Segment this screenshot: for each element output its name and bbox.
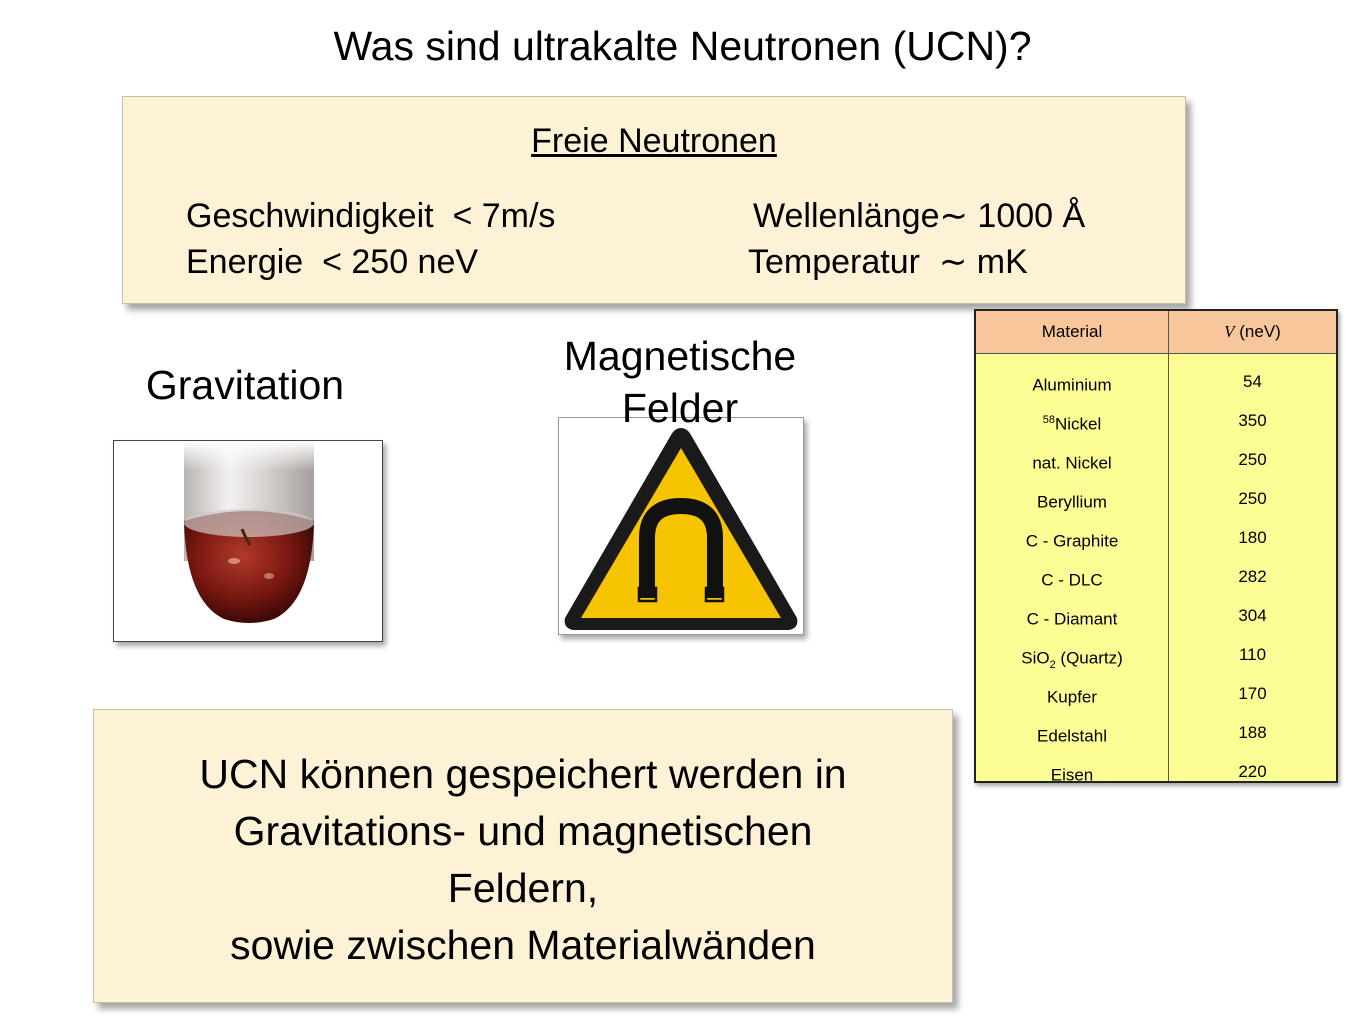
- potential-unit: (neV): [1234, 322, 1281, 341]
- table-row: [976, 557, 1336, 596]
- material-cell: [976, 752, 1168, 791]
- material-cell: [976, 557, 1168, 596]
- potential-value-cell: 350: [1238, 411, 1267, 430]
- table-row: [976, 752, 1336, 791]
- magnetic-heading-line2: Felder: [621, 385, 739, 431]
- material-name: C - Graphite: [1025, 531, 1119, 551]
- potential-value-cell: 304: [1238, 606, 1267, 625]
- speed-property: Geschwindigkeit < 7m/s: [186, 197, 556, 235]
- header-potential: [1169, 311, 1336, 353]
- potential-value-cell: 54: [1243, 372, 1262, 391]
- energy-property: Energie < 250 neV: [186, 243, 479, 281]
- material-cell: [976, 713, 1168, 752]
- material-suffix: (Quartz): [1055, 648, 1123, 668]
- material-name: Eisen: [1050, 765, 1094, 785]
- table-row: [976, 401, 1336, 440]
- material-cell: [976, 596, 1168, 635]
- properties-subtitle: Freie Neutronen: [531, 122, 777, 160]
- potential-value-cell: 180: [1238, 528, 1267, 547]
- falling-apple-image: [113, 440, 383, 642]
- material-superscript: 58: [1042, 414, 1055, 426]
- material-name: Edelstahl: [1037, 726, 1107, 746]
- fermi-potential-table: [974, 309, 1338, 783]
- summary-box: [93, 709, 953, 1003]
- material-name: C - Diamant: [1026, 609, 1118, 629]
- potential-symbol: V: [1224, 322, 1235, 341]
- potential-value-cell: 170: [1238, 684, 1267, 703]
- apple-icon: [114, 441, 382, 641]
- material-name: Beryllium: [1037, 492, 1107, 512]
- neutron-properties-box: [122, 96, 1186, 304]
- potential-value-cell: 110: [1238, 645, 1267, 664]
- material-cell: [976, 518, 1168, 557]
- summary-line3: Feldern,: [447, 865, 599, 911]
- summary-line4: sowie zwischen Materialwänden: [230, 922, 816, 968]
- magnetic-heading-line1: Magnetische: [563, 333, 797, 379]
- material-cell: [976, 362, 1168, 401]
- material-cell: [976, 440, 1168, 479]
- material-subscript: 2: [1049, 659, 1056, 672]
- table-row: [976, 596, 1336, 635]
- material-cell: [976, 674, 1168, 713]
- table-row: [976, 479, 1336, 518]
- table-row: [976, 440, 1336, 479]
- table-row: [976, 713, 1336, 752]
- table-row: [976, 635, 1336, 674]
- potential-value-cell: 220: [1238, 762, 1267, 781]
- material-cell: [976, 401, 1168, 440]
- material-name: Kupfer: [1046, 687, 1098, 707]
- table-row: [976, 674, 1336, 713]
- material-name: nat. Nickel: [1032, 453, 1112, 473]
- page-title: Was sind ultrakalte Neutronen (UCN)?: [333, 23, 1032, 69]
- temperature-property: Temperatur ∼ mK: [748, 243, 1028, 281]
- magnetic-fields-heading: [520, 330, 840, 434]
- magnet-warning-sign: [558, 417, 804, 635]
- gravitation-heading: Gravitation: [145, 362, 345, 408]
- material-name: Aluminium: [1032, 375, 1112, 395]
- material-name: SiO: [1021, 648, 1050, 668]
- summary-text: [94, 746, 952, 974]
- magnet-icon: [559, 418, 803, 634]
- header-material: Material: [1041, 322, 1103, 341]
- table-row: [976, 518, 1336, 557]
- potential-value-cell: 250: [1238, 450, 1267, 469]
- material-cell: [976, 635, 1168, 674]
- table-header: [976, 311, 1336, 354]
- potential-value-cell: 282: [1238, 567, 1267, 586]
- potential-value-cell: 188: [1238, 723, 1267, 742]
- material-cell: [976, 479, 1168, 518]
- table-row: [976, 362, 1336, 401]
- material-name: C - DLC: [1041, 570, 1103, 590]
- summary-line1: UCN können gespeichert werden in: [199, 751, 847, 797]
- potential-value-cell: 250: [1238, 489, 1267, 508]
- summary-line2: Gravitations- und magnetischen: [233, 808, 813, 854]
- material-name: Nickel: [1054, 414, 1102, 434]
- wavelength-property: Wellenlänge∼ 1000 Å: [753, 197, 1086, 235]
